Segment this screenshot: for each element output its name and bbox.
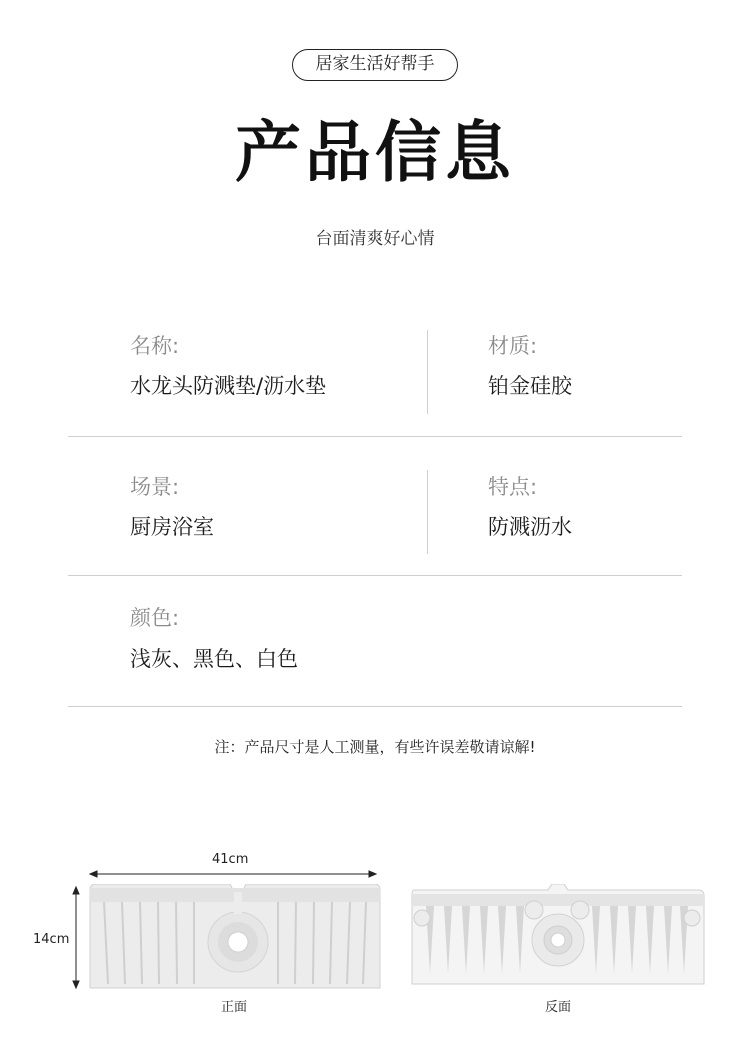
feature-label: 特点: [488, 475, 538, 499]
scene-label: 场景: [130, 475, 180, 499]
material-label: 材质: [488, 334, 538, 358]
scene-value: 厨房浴室 [130, 515, 214, 539]
back-caption: 反面 [544, 1000, 571, 1015]
material-value: 铂金硅胶 [488, 374, 572, 398]
header-tag: 居家生活好帮手 [292, 49, 458, 81]
feature-value: 防溅沥水 [488, 515, 572, 539]
name-label: 名称: [130, 334, 180, 358]
front-caption: 正面 [220, 1000, 247, 1015]
color-label: 颜色: [130, 606, 180, 630]
color-value: 浅灰、黑色、白色 [130, 647, 298, 671]
product-back-image [408, 884, 706, 988]
product-front-image [88, 884, 382, 992]
name-value: 水龙头防溅垫/沥水垫 [130, 374, 327, 398]
height-dimension-label: 14cm [33, 932, 70, 947]
size-disclaimer: 注：产品尺寸是人工测量，有些许误差敬请谅解! [214, 738, 536, 756]
width-dimension-label: 41cm [212, 852, 249, 867]
page-subtitle: 台面清爽好心情 [315, 229, 435, 249]
page-title: 产品信息 [235, 114, 515, 191]
